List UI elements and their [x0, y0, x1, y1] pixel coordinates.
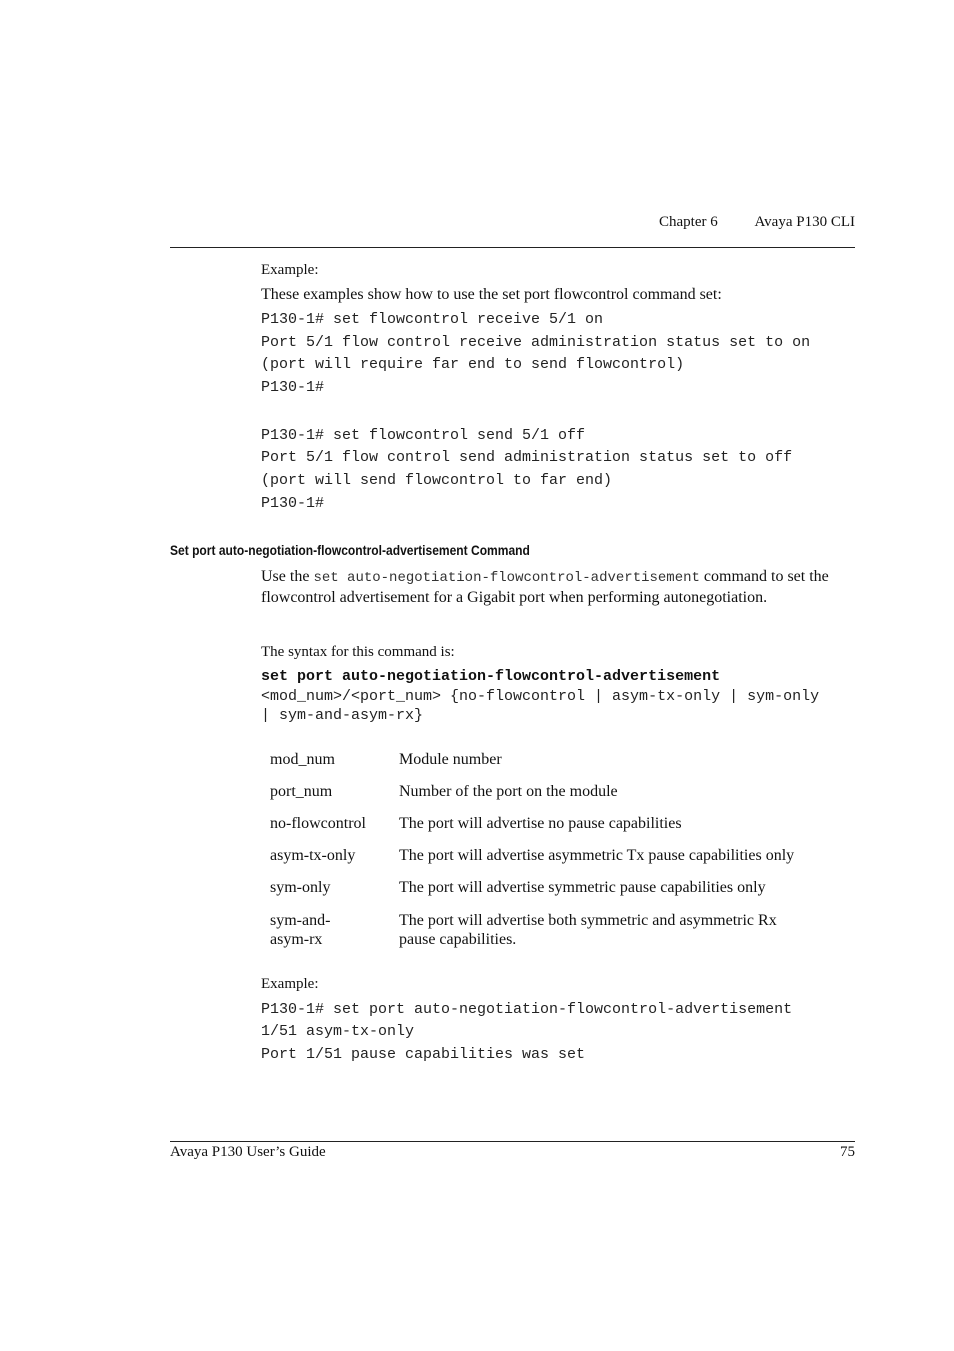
parameter-name: port_num — [270, 783, 333, 800]
example-label: Example: — [261, 262, 319, 278]
header-rule — [170, 247, 855, 248]
code-line: (port will send flowcontrol to far end) — [261, 472, 613, 489]
code-line: P130-1# set flowcontrol send 5/1 off — [261, 427, 586, 444]
parameter-description: The port will advertise asymmetric Tx pause capabilities only — [399, 847, 795, 864]
parameter-description: Module number — [399, 751, 502, 768]
parameter-name: asym-tx-only — [270, 847, 356, 864]
code-line: P130-1# set flowcontrol receive 5/1 on — [261, 311, 604, 328]
section-heading: Set port auto-negotiation-flowcontrol-advertisement Command — [170, 542, 530, 558]
footer-rule — [170, 1141, 855, 1142]
usage-prefix: Use the — [261, 568, 314, 585]
code-line: Port 5/1 flow control send administration status set to off — [261, 449, 793, 466]
code-line: 1/51 asym-tx-only — [261, 1023, 415, 1040]
parameter-name: mod_num — [270, 751, 335, 768]
usage-suffix: command to set the flowcontrol advertisement for a Gigabit port when performing autonegotiation. — [261, 568, 829, 606]
code-line: P130-1# set port auto-negotiation-flowcontrol-advertisement — [261, 1001, 793, 1018]
code-line: (port will require far end to send flowcontrol) — [261, 356, 685, 373]
parameter-description: The port will advertise no pause capabilities — [399, 815, 682, 832]
usage-paragraph — [261, 567, 855, 607]
parameter-description: Number of the port on the module — [399, 783, 618, 800]
guide-title: Avaya P130 User’s Guide — [170, 1144, 326, 1160]
code-line: P130-1# — [261, 379, 325, 396]
page-header — [170, 214, 855, 236]
section-title: Avaya P130 CLI — [754, 214, 855, 230]
code-line: Port 5/1 flow control receive administration status set to on — [261, 334, 811, 351]
parameter-name: no-flowcontrol — [270, 815, 366, 832]
syntax-args: | sym-and-asym-rx} — [261, 707, 424, 724]
parameter-name: sym-and- asym-rx — [270, 912, 331, 948]
parameter-description: The port will advertise both symmetric and asymmetric Rx pause capabilities. — [399, 912, 777, 948]
example-intro: These examples show how to use the set port flowcontrol command set: — [261, 286, 722, 303]
parameter-name: sym-only — [270, 879, 331, 896]
syntax-args: <mod_num>/<port_num> {no-flowcontrol | asym-tx-only | sym-only — [261, 688, 820, 705]
code-line: P130-1# — [261, 495, 325, 512]
chapter-label: Chapter 6 — [659, 214, 718, 230]
page-number: 75 — [840, 1144, 855, 1160]
usage-command: set auto-negotiation-flowcontrol-advertisement — [313, 570, 700, 586]
parameter-description: The port will advertise symmetric pause capabilities only — [399, 879, 766, 896]
syntax-command: set port auto-negotiation-flowcontrol-advertisement — [261, 668, 721, 685]
code-line: Port 1/51 pause capabilities was set — [261, 1046, 586, 1063]
syntax-label: The syntax for this command is: — [261, 644, 455, 660]
example-label: Example: — [261, 976, 319, 992]
